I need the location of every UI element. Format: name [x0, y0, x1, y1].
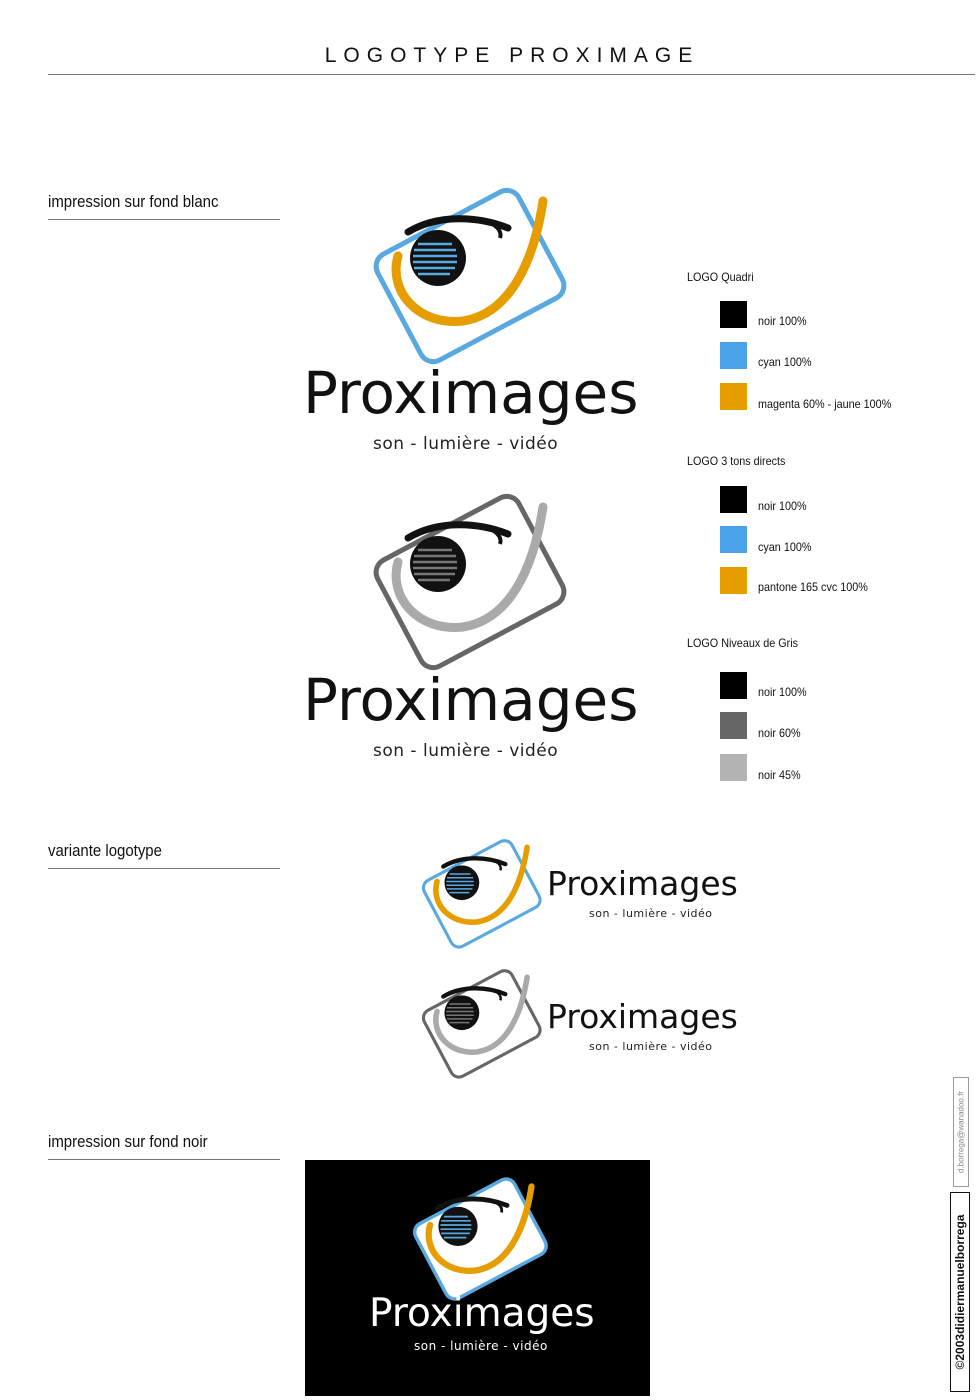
brand-tagline: son - lumière - vidéo	[373, 434, 559, 454]
swatch-grey-60	[720, 712, 747, 739]
swatch-label: noir 60%	[758, 726, 801, 740]
swatch-label: magenta 60% - jaune 100%	[758, 397, 892, 411]
swatch-label: noir 100%	[758, 685, 807, 699]
legend-heading-three-tones: LOGO 3 tons directs	[687, 454, 786, 468]
eye-mark-onblack-icon	[409, 1176, 549, 1309]
brand-name: Proximages	[369, 1291, 595, 1336]
section-divider-variant	[48, 868, 280, 869]
swatch-label: cyan 100%	[758, 355, 812, 369]
credit-signature-text: ©2003didiermanuelborrega	[953, 1214, 967, 1370]
page-title: LOGOTYPE PROXIMAGE	[324, 44, 700, 67]
section-label-variant: variante logotype	[48, 841, 162, 860]
swatch-grey-black	[720, 672, 747, 699]
section-label-white-bg: impression sur fond blanc	[48, 192, 219, 211]
swatch-quadri-orange	[720, 383, 747, 410]
credit-email-text: d.borrega@wanadoo.fr	[956, 1091, 966, 1173]
eye-mark-grey-icon	[368, 492, 568, 682]
legend-heading-grey: LOGO Niveaux de Gris	[687, 636, 799, 650]
section-divider-black-bg	[48, 1159, 280, 1160]
eye-mark-small-icon	[418, 838, 543, 956]
brand-tagline: son - lumière - vidéo	[589, 1040, 713, 1053]
brand-tagline: son - lumière - vidéo	[414, 1339, 548, 1353]
eye-mark-small-grey-icon	[418, 968, 543, 1086]
swatch-label: cyan 100%	[758, 540, 812, 554]
eye-mark-icon	[368, 186, 568, 376]
brand-tagline: son - lumière - vidéo	[373, 741, 559, 761]
title-divider	[48, 74, 975, 75]
brand-name: Proximages	[547, 864, 738, 903]
section-divider-white-bg	[48, 219, 280, 220]
swatch-label: pantone 165 cvc 100%	[758, 580, 868, 594]
swatch-three-cyan	[720, 526, 747, 553]
swatch-three-orange	[720, 567, 747, 594]
swatch-three-black	[720, 486, 747, 513]
swatch-label: noir 100%	[758, 499, 807, 513]
swatch-label: noir 100%	[758, 314, 807, 328]
legend-heading-quadri: LOGO Quadri	[687, 270, 754, 284]
brand-name: Proximages	[303, 359, 639, 427]
black-background-panel	[305, 1160, 650, 1396]
brand-name: Proximages	[547, 997, 738, 1036]
swatch-quadri-black	[720, 301, 747, 328]
section-label-black-bg: impression sur fond noir	[48, 1132, 208, 1151]
swatch-grey-45	[720, 754, 747, 781]
credit-email	[953, 1077, 969, 1187]
swatch-label: noir 45%	[758, 768, 801, 782]
swatch-quadri-cyan	[720, 342, 747, 369]
brand-tagline: son - lumière - vidéo	[589, 907, 713, 920]
credit-signature	[950, 1192, 970, 1392]
brand-name: Proximages	[303, 666, 639, 734]
